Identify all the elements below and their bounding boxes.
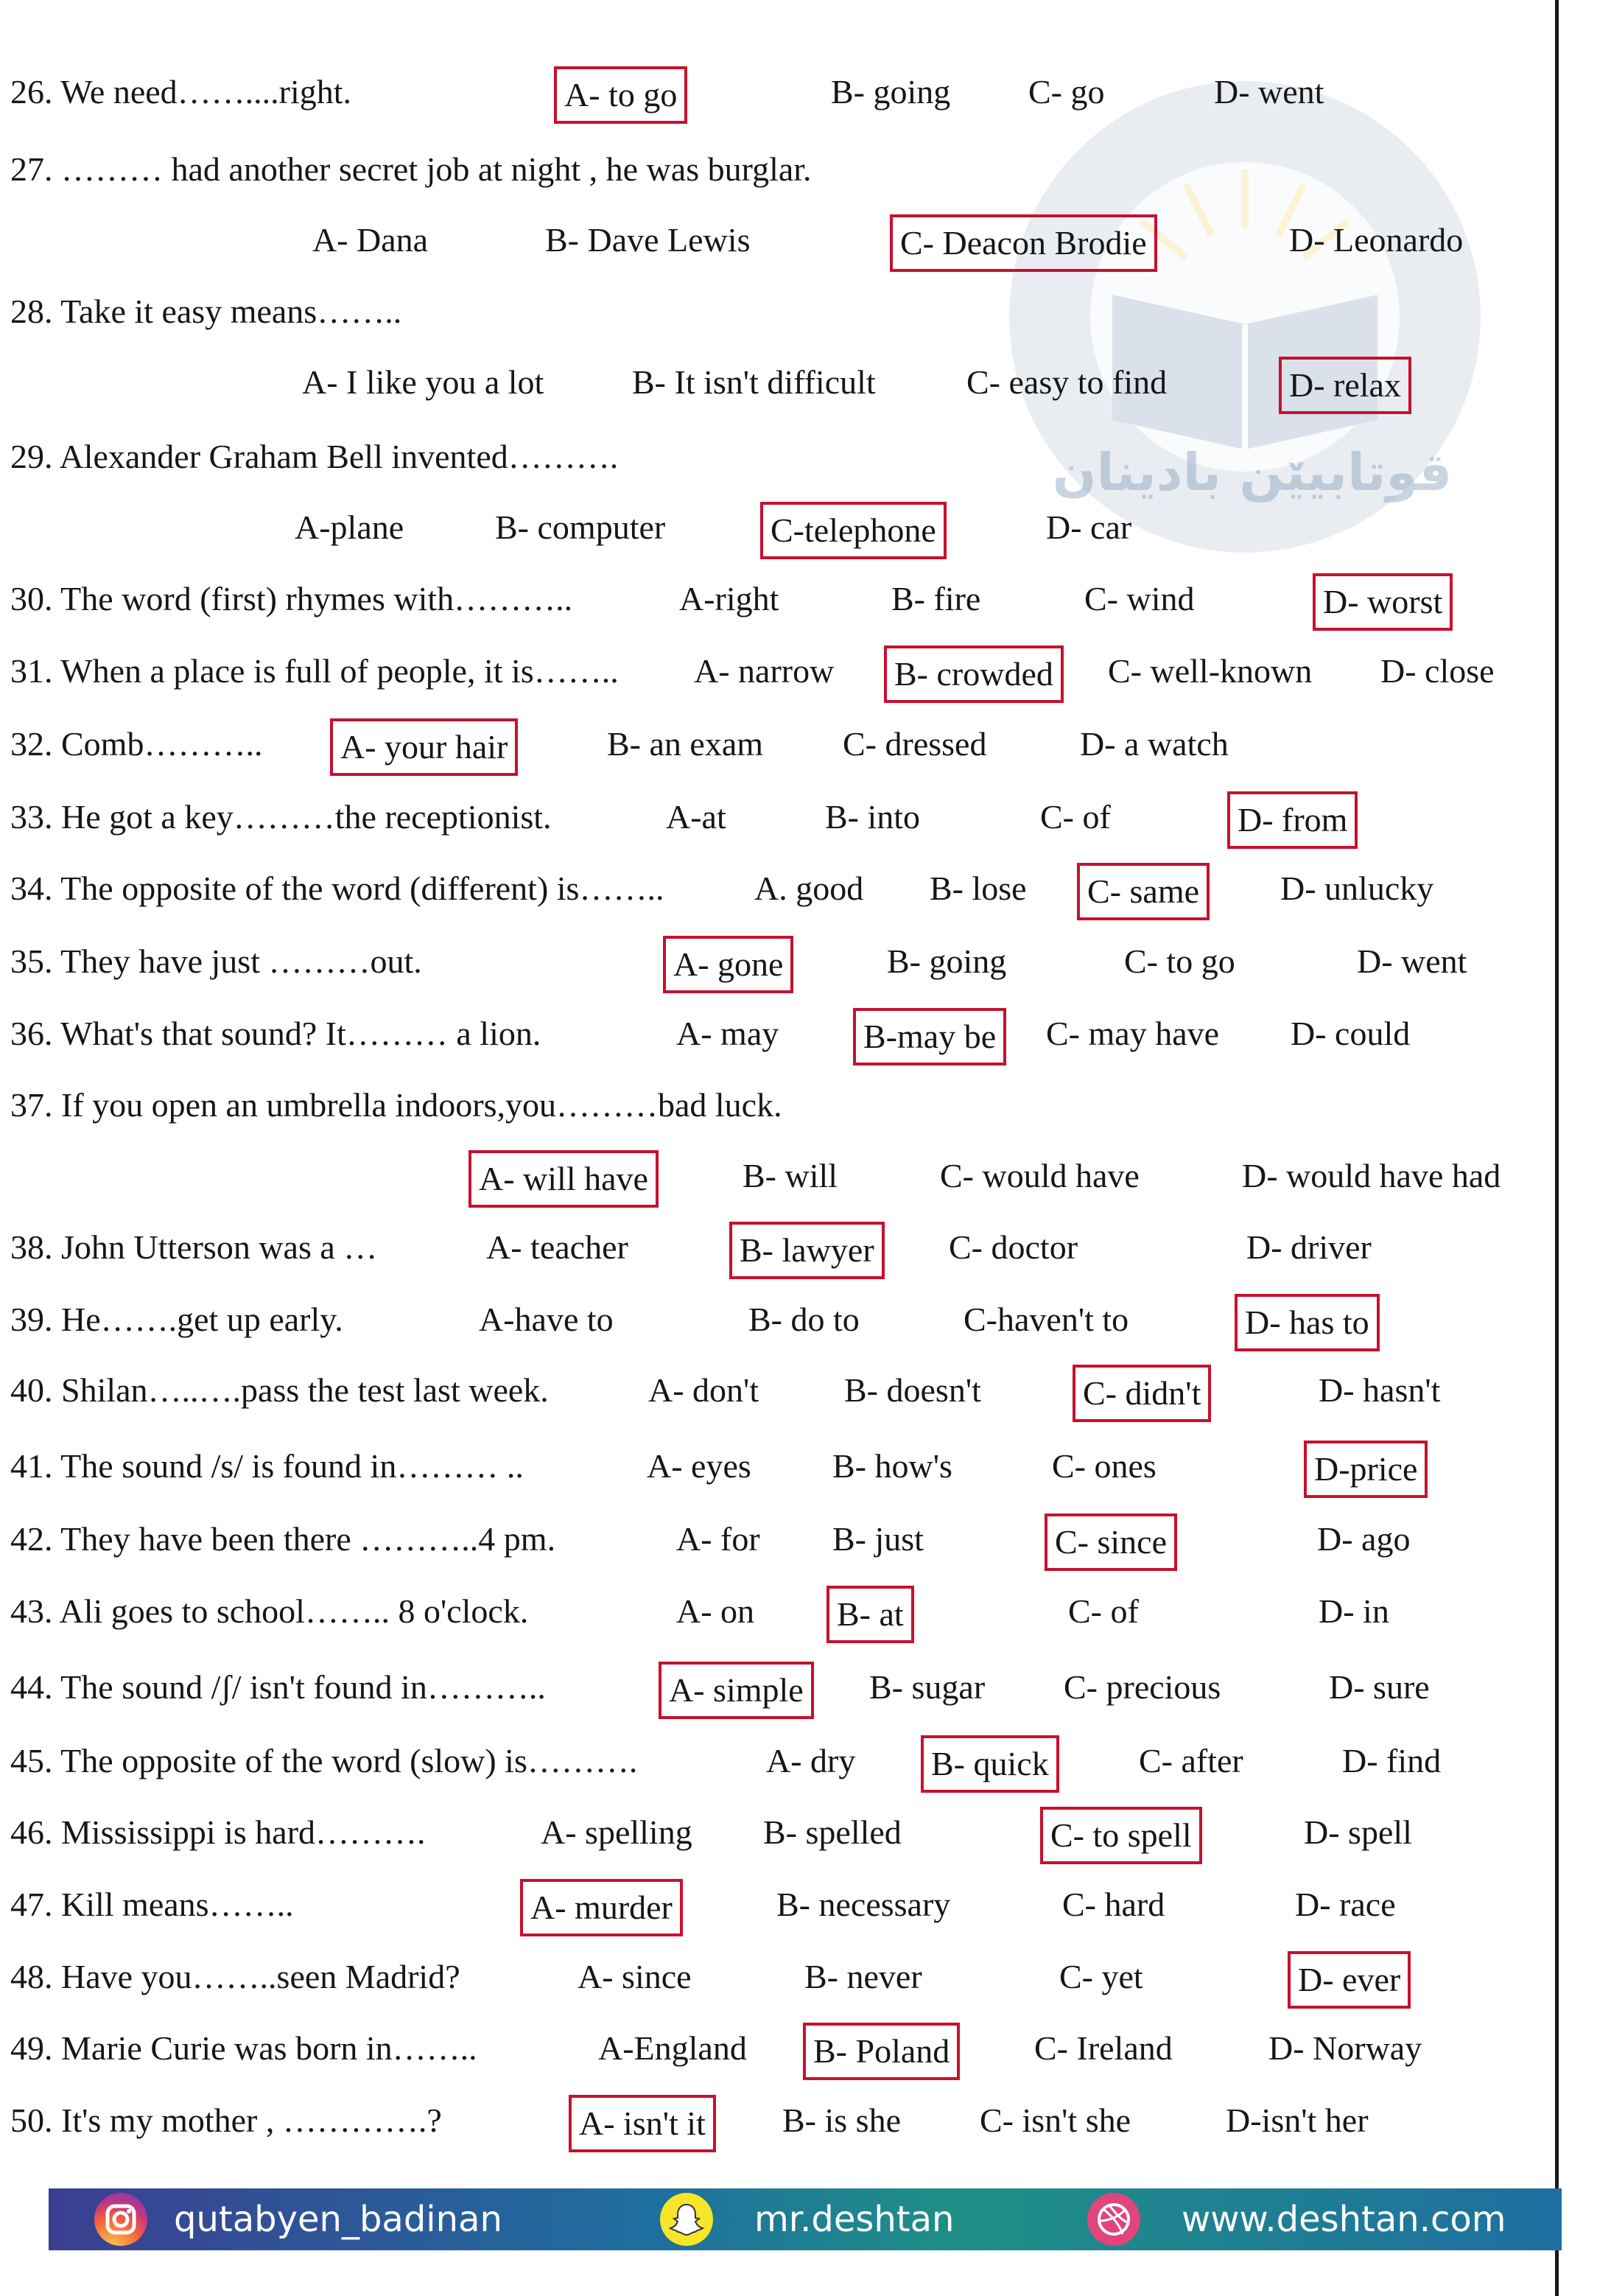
option-a: A-plane (295, 508, 404, 546)
option-c: C- Ireland (1034, 2029, 1173, 2067)
option-d: D- went (1214, 73, 1324, 111)
question-text: The opposite of the word (different) is…….. (60, 869, 664, 907)
instagram-icon (94, 2193, 147, 2246)
option-a: A- teacher (486, 1228, 628, 1266)
option-c: C- easy to find (966, 363, 1168, 401)
option-b-correct: B- Poland (803, 2023, 960, 2080)
option-c: C- well-known (1108, 652, 1313, 690)
footer-website[interactable]: www.deshtan.com (1182, 2199, 1506, 2240)
option-a: A- spelling (541, 1813, 692, 1851)
option-a-correct: A- will have (468, 1150, 659, 1208)
question-number: 49. (10, 2029, 53, 2067)
option-d: D- Leonardo (1289, 221, 1464, 259)
option-a-correct: A- murder (520, 1879, 683, 1936)
question-number: 48. (10, 1958, 53, 1995)
option-b: B- spelled (763, 1813, 902, 1851)
question-stem (10, 1222, 377, 1273)
option-d: D- went (1357, 942, 1467, 980)
question-text: Have you……..seen Madrid? (61, 1958, 460, 1995)
question-stem (10, 431, 618, 483)
option-d: D- car (1046, 508, 1132, 546)
question-text: It's my mother , ………….? (61, 2101, 442, 2139)
option-c: C- hard (1062, 1886, 1165, 1923)
question-number: 32. (10, 725, 53, 763)
option-b: B- never (804, 1958, 922, 1995)
question-text: The opposite of the word (slow) is………. (60, 1742, 638, 1779)
option-a: A-England (598, 2029, 747, 2067)
question-number: 39. (10, 1301, 53, 1338)
question-number: 47. (10, 1886, 53, 1923)
snapchat-icon (660, 2193, 713, 2246)
question-number: 35. (10, 942, 53, 980)
question-text: Shilan…..….pass the test last week. (61, 1371, 549, 1409)
question-stem (10, 573, 572, 625)
option-a: A- on (676, 1592, 755, 1630)
option-d: D- would have had (1242, 1157, 1501, 1194)
option-b: B- Dave Lewis (545, 221, 751, 259)
question-number: 45. (10, 1742, 53, 1779)
option-d-correct: D- worst (1313, 573, 1453, 631)
option-b: B- doesn't (844, 1371, 981, 1409)
option-b: B- is she (782, 2101, 901, 2139)
option-b: B- into (825, 798, 921, 836)
option-c: C- would have (940, 1157, 1140, 1194)
option-a-correct: A- gone (663, 936, 793, 993)
question-stem (10, 1662, 546, 1713)
question-stem (10, 936, 422, 987)
question-stem (10, 66, 351, 118)
question-36 (0, 1008, 1554, 1080)
option-d-correct: D- relax (1279, 357, 1411, 414)
option-a: A- I like you a lot (302, 363, 544, 401)
question-42 (0, 1513, 1554, 1586)
question-stem (10, 791, 552, 843)
question-50 (0, 2095, 1554, 2167)
question-47 (0, 1879, 1554, 1951)
question-stem (10, 1586, 528, 1637)
option-d-correct: D- has to (1235, 1294, 1380, 1351)
question-stem (10, 863, 664, 914)
question-number: 29. (10, 438, 53, 475)
question-text: We need……....right. (60, 73, 352, 111)
option-a: A- dry (766, 1742, 856, 1779)
question-number: 37. (10, 1086, 53, 1124)
question-number: 41. (10, 1447, 53, 1485)
question-32 (0, 718, 1554, 791)
option-b: B- just (832, 1520, 924, 1558)
question-stem (10, 1441, 524, 1492)
option-a: A-at (666, 798, 726, 836)
page-edge (1555, 0, 1559, 2296)
question-number: 44. (10, 1668, 53, 1706)
option-c-correct: C- Deacon Brodie (890, 214, 1157, 272)
question-stem (10, 645, 619, 697)
option-c: C- isn't she (980, 2101, 1131, 2139)
option-c: C- go (1028, 73, 1105, 111)
option-c: C- ones (1052, 1447, 1156, 1485)
question-stem (10, 1513, 555, 1565)
option-d: D- hasn't (1319, 1371, 1441, 1409)
question-number: 34. (10, 869, 53, 907)
question-text: Kill means…….. (61, 1886, 294, 1923)
question-number: 26. (10, 73, 53, 111)
option-c-correct: C-telephone (760, 502, 947, 559)
question-text: Alexander Graham Bell invented………. (59, 438, 619, 475)
option-d: D- in (1319, 1592, 1389, 1630)
question-43 (0, 1586, 1554, 1658)
question-text: The sound /s/ is found in……… .. (60, 1447, 524, 1485)
option-c: C- wind (1084, 580, 1195, 617)
option-b: B- necessary (776, 1886, 951, 1923)
question-text: If you open an umbrella indoors,you………bad luck. (61, 1086, 782, 1124)
option-a: A-right (679, 580, 779, 617)
question-stem (10, 2023, 477, 2074)
option-d: D- driver (1246, 1228, 1372, 1266)
question-text: They have been there ………..4 pm. (60, 1520, 556, 1558)
option-c: C- of (1068, 1592, 1139, 1630)
question-stem (10, 286, 401, 337)
option-c: C-haven't to (964, 1301, 1129, 1338)
option-b: B- how's (832, 1447, 952, 1485)
option-a: A- may (676, 1015, 779, 1052)
question-stem (10, 1951, 460, 2003)
option-c: C- doctor (949, 1228, 1078, 1266)
question-stem (10, 2095, 442, 2146)
option-c: C- dressed (843, 725, 987, 763)
question-29 (0, 431, 1554, 571)
option-a: A- Dana (312, 221, 429, 259)
option-b: B- going (831, 73, 951, 111)
option-c-correct: C- same (1077, 863, 1210, 920)
option-c: C- to go (1124, 942, 1235, 980)
question-text: What's that sound? It……… a lion. (60, 1015, 541, 1052)
question-text: They have just ………out. (60, 942, 422, 980)
question-number: 38. (10, 1228, 53, 1266)
option-a: A- since (578, 1958, 692, 1995)
option-d: D- could (1291, 1015, 1411, 1052)
question-text: The sound /ʃ/ isn't found in……….. (60, 1668, 546, 1706)
footer-bar (49, 2188, 1562, 2250)
question-41 (0, 1441, 1554, 1513)
question-40 (0, 1365, 1554, 1437)
option-b: B- fire (891, 580, 981, 617)
question-number: 33. (10, 798, 53, 836)
question-stem (10, 1879, 294, 1931)
question-text: ……… had another secret job at night , he was burglar. (61, 150, 812, 188)
option-c: C- after (1139, 1742, 1243, 1779)
dribbble-icon (1087, 2193, 1140, 2246)
option-a: A- narrow (694, 652, 835, 690)
watermark-text: قوتابیێن بادینان (1052, 442, 1453, 503)
option-a: A. good (754, 869, 864, 907)
question-46 (0, 1807, 1554, 1879)
question-34 (0, 863, 1554, 935)
question-text: Ali goes to school…….. 8 o'clock. (59, 1592, 529, 1630)
option-d: D- Norway (1268, 2029, 1422, 2067)
question-number: 50. (10, 2101, 53, 2139)
option-b-correct: B- crowded (884, 645, 1064, 703)
question-stem (10, 1079, 782, 1131)
option-b-correct: B-may be (853, 1008, 1006, 1065)
question-stem (10, 718, 262, 770)
option-d: D- a watch (1080, 725, 1229, 763)
question-number: 46. (10, 1813, 53, 1851)
question-33 (0, 791, 1554, 864)
question-text: Marie Curie was born in…….. (61, 2029, 477, 2067)
option-b: B- sugar (869, 1668, 986, 1706)
option-a: A-have to (479, 1301, 614, 1338)
option-a-correct: A- your hair (330, 718, 518, 776)
question-text: John Utterson was a … (61, 1228, 378, 1266)
option-d: D- sure (1329, 1668, 1430, 1706)
question-stem (10, 1807, 426, 1858)
option-b-correct: B- at (826, 1586, 914, 1643)
option-d: D- race (1295, 1886, 1396, 1923)
option-a-correct: A- isn't it (569, 2095, 716, 2152)
option-d-correct: D-price (1304, 1441, 1428, 1498)
option-b-correct: B- quick (921, 1735, 1059, 1793)
option-b: B- going (887, 942, 1007, 980)
option-b: B- an exam (607, 725, 764, 763)
question-38 (0, 1222, 1554, 1294)
question-text: Mississippi is hard………. (61, 1813, 426, 1851)
question-text: He…….get up early. (61, 1301, 343, 1338)
option-c: C- of (1040, 798, 1111, 836)
option-c-correct: C- to spell (1040, 1807, 1202, 1864)
question-text: Comb……….. (61, 725, 263, 763)
option-a-correct: A- to go (554, 66, 687, 124)
option-c: C- yet (1059, 1958, 1143, 1995)
option-d-correct: D- ever (1288, 1951, 1411, 2009)
option-c-correct: C- since (1045, 1513, 1177, 1571)
option-a: A- eyes (647, 1447, 751, 1485)
question-49 (0, 2023, 1554, 2095)
question-48 (0, 1951, 1554, 2023)
option-b: B- do to (748, 1301, 860, 1338)
question-number: 43. (10, 1592, 53, 1630)
question-stem (10, 1008, 541, 1060)
option-d: D- find (1342, 1742, 1442, 1779)
option-d: D- ago (1317, 1520, 1411, 1558)
option-a: A- for (676, 1520, 760, 1558)
option-d: D- spell (1304, 1813, 1412, 1851)
question-27 (0, 144, 1554, 284)
footer-snapchat[interactable]: mr.deshtan (754, 2199, 955, 2240)
question-35 (0, 936, 1554, 1008)
option-d: D-isn't her (1226, 2101, 1369, 2139)
option-d: D- close (1380, 652, 1495, 690)
question-number: 40. (10, 1371, 53, 1409)
footer-instagram[interactable]: qutabyen_badinan (174, 2199, 502, 2240)
question-number: 36. (10, 1015, 53, 1052)
question-28 (0, 286, 1554, 426)
question-text: Take it easy means…….. (60, 293, 402, 330)
option-d: D- unlucky (1280, 869, 1434, 907)
question-number: 30. (10, 580, 53, 617)
question-stem (10, 1735, 637, 1787)
option-b: B- It isn't difficult (632, 363, 876, 401)
question-number: 42. (10, 1520, 53, 1558)
question-26 (0, 66, 1554, 139)
option-c: C- precious (1064, 1668, 1221, 1706)
question-31 (0, 645, 1554, 718)
option-c-correct: C- didn't (1073, 1365, 1211, 1422)
question-30 (0, 573, 1554, 645)
option-a: A- don't (648, 1371, 759, 1409)
question-stem (10, 1294, 343, 1345)
question-45 (0, 1735, 1554, 1807)
question-stem (10, 1365, 549, 1416)
question-39 (0, 1294, 1554, 1366)
option-b: B- lose (930, 869, 1027, 907)
option-d-correct: D- from (1227, 791, 1358, 849)
question-text: He got a key………the receptionist. (61, 798, 552, 836)
option-b: B- computer (495, 508, 666, 546)
question-text: When a place is full of people, it is…….. (60, 652, 619, 690)
question-text: The word (first) rhymes with……….. (60, 580, 573, 617)
option-b: B- will (743, 1157, 838, 1194)
question-37 (0, 1079, 1554, 1219)
question-number: 31. (10, 652, 53, 690)
option-c: C- may have (1046, 1015, 1220, 1052)
question-stem (10, 144, 812, 195)
question-44 (0, 1662, 1554, 1734)
option-a-correct: A- simple (659, 1662, 814, 1719)
question-number: 27. (10, 150, 53, 188)
option-b-correct: B- lawyer (729, 1222, 885, 1279)
question-number: 28. (10, 293, 53, 330)
